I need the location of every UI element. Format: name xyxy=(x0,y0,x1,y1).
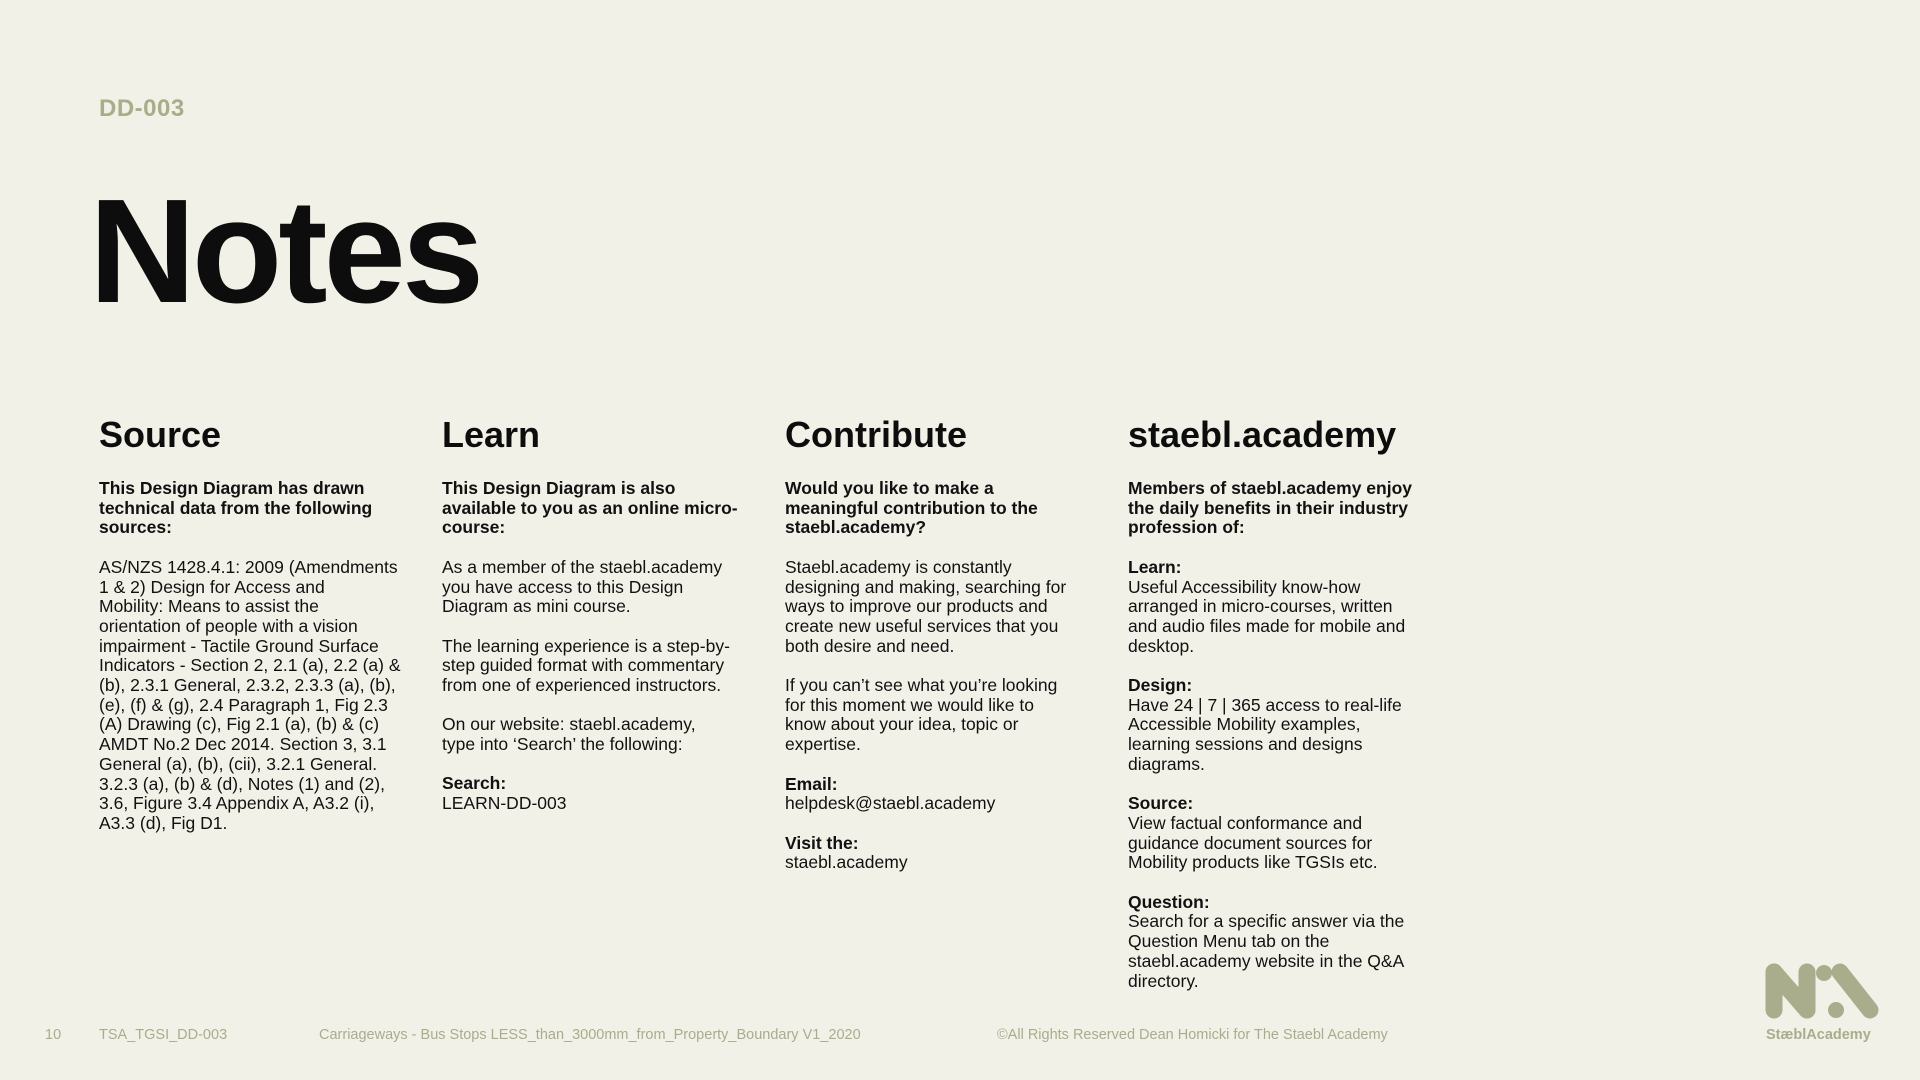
contribute-paragraph-idea: If you can’t see what you’re looking for this moment we would like to know about your idea, topic or expertise. xyxy=(785,675,1058,755)
visit-label: Visit the: xyxy=(785,832,859,853)
footer-doc-title: Carriageways - Bus Stops LESS_than_3000mm_from_Property_Boundary V1_2020 xyxy=(319,1027,861,1043)
benefit-question xyxy=(1128,893,1444,992)
search-code: LEARN-DD-003 xyxy=(442,793,567,814)
benefit-text: Have 24 | 7 | 365 access to real-life Accessible Mobility examples, learning sessions and designs diagrams. xyxy=(1128,694,1402,774)
learn-column xyxy=(442,413,758,834)
benefit-label: Source: xyxy=(1128,793,1194,814)
contribute-heading: Contribute xyxy=(785,414,967,455)
source-lead: This Design Diagram has drawn technical data from the following sources: xyxy=(99,478,373,538)
source-heading: Source xyxy=(99,414,222,455)
email-label: Email: xyxy=(785,773,838,794)
search-label: Search: xyxy=(442,773,507,794)
page-number: 10 xyxy=(45,1027,62,1043)
learn-heading: Learn xyxy=(442,414,541,455)
benefit-label: Design: xyxy=(1128,675,1193,695)
website-link[interactable]: staebl.academy xyxy=(785,852,908,873)
source-body: AS/NZS 1428.4.1: 2009 (Amendments 1 & 2) Design for Access and Mobility: Means to assist the orientation of people with a vision impairment - Tactile Ground Surface Indicators - Section 2, 2.1 (a), 2.2 (a) & (b), 2.3.1 General, 2.3.2, 2.3.3 (a), (b), (e), (f) & (g), 2.4 Paragraph 1, Fig 2.3 (A) Drawing (c), Fig 2.1 (a), (b) & (c) AMDT No.2 Dec 2014. Section 3, 3.1 General (a), (b), (cii), 3.2.1 General. 3.2.3 (a), (b) & (d), Notes (1) and (2), 3.6, Figure 3.4 Appendix A, A3.2 (i), A3.3 (d), Fig D1. xyxy=(99,556,401,833)
footer-doc-id: TSA_TGSI_DD-003 xyxy=(99,1027,228,1043)
page-title: Notes xyxy=(89,169,481,334)
learn-paragraph-website: On our website: staebl.academy, type into ‘Search’ the following: xyxy=(442,714,696,755)
benefit-text: Search for a specific answer via the Question Menu tab on the staebl.academy website in the Q&A directory. xyxy=(1128,911,1405,991)
learn-lead: This Design Diagram is also available to you as an online micro- course: xyxy=(442,478,738,538)
academy-heading: staebl.academy xyxy=(1128,414,1397,455)
learn-paragraph-experience: The learning experience is a step-by- step guided format with commentary from one of experienced instructors. xyxy=(442,635,730,695)
source-column xyxy=(99,413,415,853)
contribute-email xyxy=(785,775,1101,814)
benefit-design xyxy=(1128,676,1444,775)
footer-copyright: ©All Rights Reserved Dean Homicki for The Staebl Academy xyxy=(997,1027,1388,1043)
benefit-text: View factual conformance and guidance document sources for Mobility products like TGSIs etc. xyxy=(1128,812,1378,873)
email-link[interactable]: helpdesk@staebl.academy xyxy=(785,793,996,814)
learn-paragraph-membership: As a member of the staebl.academy you have access to this Design Diagram as mini course. xyxy=(442,556,723,617)
academy-lead: Members of staebl.academy enjoy the daily benefits in their industry profession of: xyxy=(1128,478,1412,538)
document-code: DD-003 xyxy=(99,95,185,122)
benefit-label: Question: xyxy=(1128,891,1210,912)
contribute-paragraph-about: Staebl.academy is constantly designing and making, searching for ways to improve our products and create new useful services that you both desire and need. xyxy=(785,556,1067,656)
benefit-learn xyxy=(1128,558,1444,657)
benefit-label: Learn: xyxy=(1128,556,1182,577)
academy-column xyxy=(1128,413,1444,1011)
benefit-source xyxy=(1128,794,1444,873)
contribute-column xyxy=(785,413,1101,893)
contribute-lead: Would you like to make a meaningful contribution to the staebl.academy? xyxy=(785,478,1038,538)
contribute-visit xyxy=(785,834,1101,873)
logo-wordmark: StæblAcademy xyxy=(1766,1027,1871,1043)
benefit-text: Useful Accessibility know-how arranged in micro-courses, written and audio files made for mobile and desktop. xyxy=(1128,576,1406,656)
learn-search xyxy=(442,774,758,813)
